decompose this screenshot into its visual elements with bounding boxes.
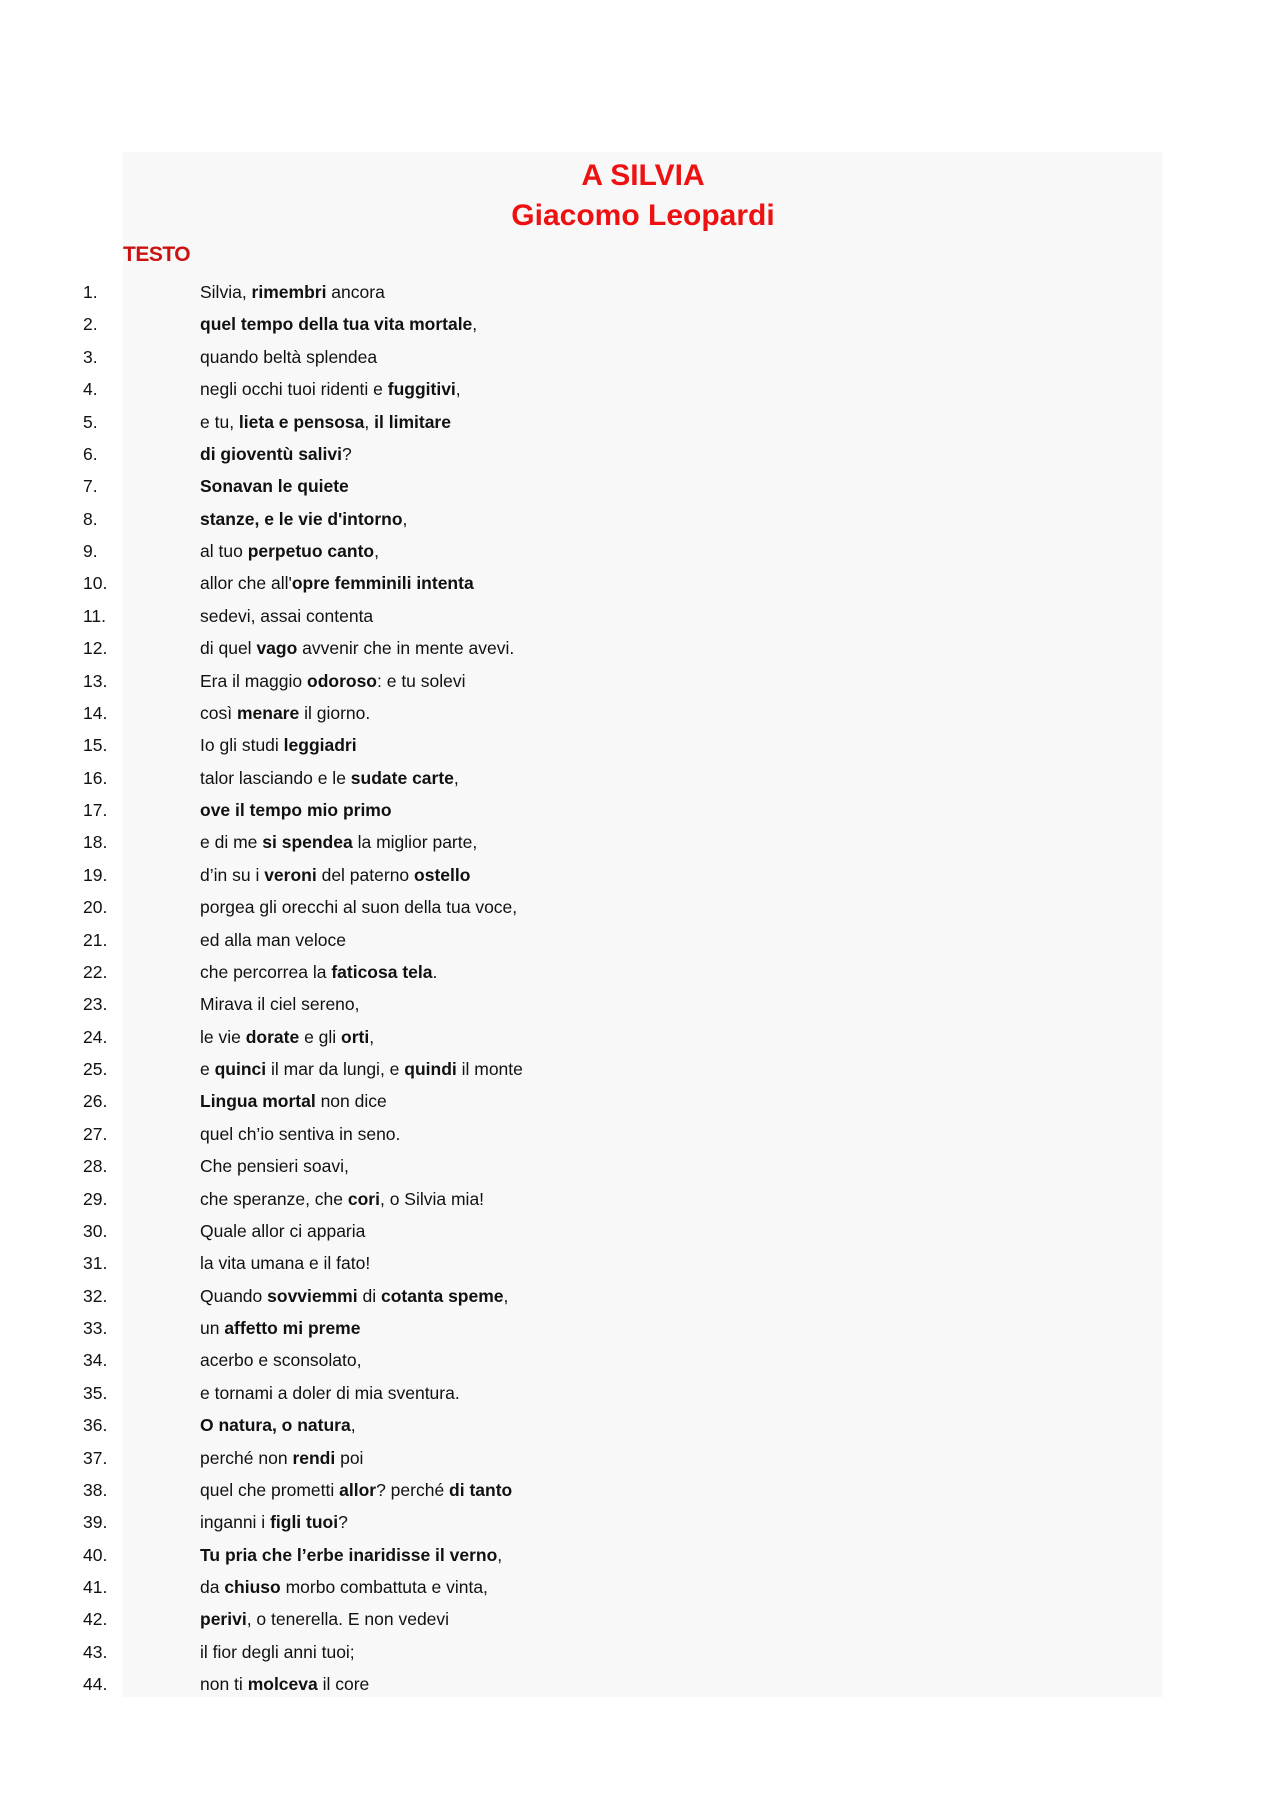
verse-number: 28. (83, 1156, 108, 1177)
verse-number: 15. (83, 735, 108, 756)
emphasized-verse-fragment: Tu pria che l’erbe inaridisse il verno (200, 1544, 498, 1565)
verse-fragment: , (402, 508, 408, 529)
verse-fragment: ? (338, 1512, 348, 1533)
verse-fragment: sedevi, assai contenta (200, 605, 374, 626)
verse-fragment: che speranze, che (200, 1188, 348, 1209)
verse-fragment: poi (335, 1447, 364, 1468)
emphasized-verse-fragment: ove il tempo mio primo (200, 800, 392, 820)
verse-fragment: , (503, 1285, 509, 1306)
verse-text (200, 1442, 363, 1474)
verse-line (0, 1539, 1280, 1571)
verse-fragment: non ti (200, 1674, 248, 1695)
verse-number: 42. (83, 1609, 108, 1630)
verse-fragment: e di me (200, 832, 263, 853)
verse-fragment: del paterno (316, 864, 415, 885)
emphasized-verse-fragment: Sonavan le quiete (200, 476, 349, 497)
emphasized-verse-fragment: sovviemmi (267, 1285, 358, 1306)
verse-text (200, 1539, 502, 1571)
verse-fragment: e tornami a doler di mia sventura. (200, 1382, 460, 1403)
verse-fragment: un (200, 1318, 225, 1338)
verse-fragment: non dice (315, 1091, 387, 1112)
verse-text (200, 1506, 348, 1538)
emphasized-verse-fragment: perivi (200, 1609, 247, 1630)
verse-fragment: inganni i (200, 1512, 271, 1533)
verse-text (200, 1021, 374, 1053)
verse-text (200, 1280, 508, 1312)
verse-number: 2. (83, 314, 98, 335)
verse-text (200, 1344, 362, 1376)
verse-number: 29. (83, 1188, 108, 1209)
verse-line (0, 470, 1280, 502)
verse-number: 12. (83, 638, 108, 659)
verse-fragment: ed alla man veloce (200, 929, 346, 950)
verse-number: 5. (83, 411, 98, 432)
document-heading (123, 156, 1163, 236)
verse-line (0, 438, 1280, 470)
verse-line (0, 1247, 1280, 1279)
verse-line (0, 535, 1280, 567)
verse-text (200, 1085, 387, 1117)
emphasized-verse-fragment: quinci (214, 1059, 267, 1079)
emphasized-verse-fragment: odoroso (307, 670, 377, 691)
verse-fragment: avvenir che in mente avevi. (297, 638, 515, 659)
verse-fragment: Era il maggio (200, 670, 307, 691)
verse-fragment: che percorrea la (200, 961, 332, 982)
verse-number: 24. (83, 1026, 108, 1047)
verse-number: 7. (83, 476, 98, 497)
verse-number: 37. (83, 1447, 108, 1468)
verse-text (200, 697, 370, 729)
emphasized-verse-fragment: rendi (292, 1447, 336, 1468)
verse-fragment: da (200, 1577, 225, 1597)
verse-text (200, 988, 360, 1020)
emphasized-verse-fragment: faticosa tela (331, 961, 433, 982)
verse-number: 9. (83, 541, 98, 561)
emphasized-verse-fragment: di tanto (449, 1479, 513, 1500)
verse-number: 34. (83, 1350, 108, 1371)
verse-text (200, 1247, 370, 1279)
verse-fragment: la vita umana e il fato! (200, 1253, 371, 1274)
verse-number: 19. (83, 864, 108, 885)
verse-text (200, 406, 451, 438)
verse-line (0, 1474, 1280, 1506)
verse-fragment: , (350, 1415, 356, 1436)
emphasized-verse-fragment: il limitare (374, 411, 451, 432)
verse-number: 41. (83, 1577, 108, 1597)
verse-text (200, 826, 477, 858)
verse-fragment: il fior degli anni tuoi; (200, 1641, 355, 1662)
emphasized-verse-fragment: stanze, e le vie d'intorno (200, 508, 403, 529)
verse-number: 25. (83, 1059, 108, 1079)
verse-line (0, 1603, 1280, 1635)
verse-line (0, 891, 1280, 923)
verse-list (0, 276, 1280, 1701)
verse-number: 22. (83, 961, 108, 982)
verse-line (0, 1409, 1280, 1441)
verse-line (0, 859, 1280, 891)
verse-line (0, 956, 1280, 988)
verse-line (0, 729, 1280, 761)
verse-line (0, 1183, 1280, 1215)
verse-text (200, 1053, 523, 1085)
verse-fragment: morbo combattuta e vinta, (280, 1577, 488, 1597)
verse-fragment: quel che prometti (200, 1479, 340, 1500)
verse-fragment: , (374, 541, 379, 561)
emphasized-verse-fragment: rimembri (251, 282, 327, 302)
verse-text (200, 438, 352, 470)
emphasized-verse-fragment: vago (256, 638, 298, 659)
verse-number: 40. (83, 1544, 108, 1565)
verse-fragment: : e tu solevi (377, 670, 466, 691)
verse-fragment: allor che all' (200, 573, 292, 594)
verse-fragment: il core (317, 1674, 370, 1695)
verse-fragment: , o tenerella. E non vedevi (246, 1609, 450, 1630)
verse-line (0, 567, 1280, 599)
verse-fragment: la miglior parte, (352, 832, 478, 853)
verse-line (0, 794, 1280, 826)
verse-number: 23. (83, 994, 108, 1015)
verse-line (0, 1571, 1280, 1603)
emphasized-verse-fragment: perpetuo canto (247, 541, 375, 561)
verse-number: 32. (83, 1285, 108, 1306)
verse-fragment: perché non (200, 1447, 293, 1468)
verse-number: 26. (83, 1091, 108, 1112)
verse-number: 11. (83, 605, 107, 626)
verse-number: 43. (83, 1641, 108, 1662)
verse-fragment: di (357, 1285, 381, 1306)
emphasized-verse-fragment: menare (236, 702, 300, 723)
verse-number: 35. (83, 1382, 108, 1403)
verse-fragment: , (497, 1544, 503, 1565)
verse-text (200, 956, 437, 988)
verse-text (200, 891, 517, 923)
emphasized-verse-fragment: allor (339, 1479, 377, 1500)
emphasized-verse-fragment: si spendea (262, 832, 353, 853)
verse-line (0, 826, 1280, 858)
verse-line (0, 1442, 1280, 1474)
verse-text (200, 632, 514, 664)
emphasized-verse-fragment: leggiadri (283, 735, 357, 756)
verse-line (0, 697, 1280, 729)
verse-line (0, 1506, 1280, 1538)
verse-fragment: il giorno. (299, 702, 371, 723)
verse-text (200, 535, 379, 567)
emphasized-verse-fragment: figli tuoi (270, 1512, 339, 1533)
emphasized-verse-fragment: cotanta speme (380, 1285, 504, 1306)
verse-line (0, 1085, 1280, 1117)
verse-fragment: d’in su i (200, 864, 265, 885)
verse-number: 13. (83, 670, 108, 691)
emphasized-verse-fragment: Lingua mortal (200, 1091, 316, 1112)
verse-text (200, 1474, 512, 1506)
verse-fragment: Mirava il ciel sereno, (200, 994, 360, 1015)
verse-number: 20. (83, 897, 108, 918)
verse-text (200, 600, 373, 632)
verse-line (0, 600, 1280, 632)
verse-fragment: ? (341, 443, 352, 464)
verse-number: 36. (83, 1415, 108, 1436)
verse-fragment: porgea gli orecchi al suon della tua voce, (200, 897, 518, 918)
verse-fragment: , (455, 379, 461, 400)
verse-fragment: Silvia, (200, 282, 252, 302)
verse-fragment: , (453, 767, 459, 788)
section-label: TESTO (123, 243, 191, 266)
verse-fragment: . (432, 961, 438, 982)
verse-line (0, 924, 1280, 956)
verse-number: 39. (83, 1512, 108, 1533)
verse-number: 38. (83, 1479, 108, 1500)
verse-number: 18. (83, 832, 108, 853)
emphasized-verse-fragment: molceva (247, 1674, 318, 1695)
emphasized-verse-fragment: di gioventù salivi (200, 443, 342, 464)
verse-line (0, 632, 1280, 664)
verse-text (200, 373, 461, 405)
verse-number: 27. (83, 1123, 108, 1144)
verse-line (0, 1668, 1280, 1700)
verse-line (0, 1636, 1280, 1668)
verse-number: 33. (83, 1318, 108, 1338)
verse-line (0, 503, 1280, 535)
verse-text (200, 1183, 484, 1215)
verse-fragment: , (364, 411, 375, 432)
verse-fragment: al tuo (200, 541, 248, 561)
verse-text (200, 794, 392, 826)
verse-number: 16. (83, 767, 108, 788)
emphasized-verse-fragment: veroni (264, 864, 317, 885)
emphasized-verse-fragment: dorate (245, 1026, 300, 1047)
verse-text (200, 567, 474, 599)
emphasized-verse-fragment: lieta e pensosa (238, 411, 365, 432)
verse-fragment: ? perché (376, 1479, 450, 1500)
verse-text (200, 729, 357, 761)
verse-fragment: quel ch’io sentiva in seno. (200, 1123, 401, 1144)
verse-number: 6. (83, 443, 98, 464)
verse-number: 10. (83, 573, 108, 594)
verse-text (200, 1409, 356, 1441)
verse-number: 3. (83, 346, 98, 367)
emphasized-verse-fragment: ostello (414, 864, 471, 885)
verse-fragment: , (472, 314, 478, 335)
verse-text (200, 503, 407, 535)
verse-line (0, 1215, 1280, 1247)
verse-fragment: ancora (326, 282, 385, 302)
verse-text (200, 1312, 360, 1344)
verse-text (200, 665, 466, 697)
verse-fragment: Che pensieri soavi, (200, 1156, 349, 1177)
verse-line (0, 762, 1280, 794)
verse-line (0, 1053, 1280, 1085)
verse-text (200, 1215, 365, 1247)
verse-line (0, 1118, 1280, 1150)
verse-fragment: , (369, 1026, 375, 1047)
verse-text (200, 308, 477, 340)
verse-text (200, 1636, 355, 1668)
emphasized-verse-fragment: affetto mi preme (224, 1318, 361, 1338)
verse-number: 14. (83, 702, 108, 723)
emphasized-verse-fragment: fuggitivi (387, 379, 456, 400)
verse-text (200, 470, 349, 502)
verse-fragment: così (200, 702, 237, 723)
verse-text (200, 1571, 488, 1603)
emphasized-verse-fragment: quel tempo della tua vita mortale (200, 314, 473, 335)
verse-fragment: le vie (200, 1026, 246, 1047)
verse-fragment: Io gli studi (200, 735, 284, 756)
verse-fragment: e tu, (200, 411, 239, 432)
verse-fragment: acerbo e sconsolato, (200, 1350, 362, 1371)
verse-line (0, 988, 1280, 1020)
emphasized-verse-fragment: O natura, o natura (200, 1415, 351, 1436)
verse-fragment: di quel (200, 638, 257, 659)
verse-text (200, 1668, 369, 1700)
verse-fragment: talor lasciando e le (200, 767, 351, 788)
verse-line (0, 1150, 1280, 1182)
verse-line (0, 373, 1280, 405)
verse-fragment: , o Silvia mia! (379, 1188, 485, 1209)
verse-fragment: e gli (299, 1026, 342, 1047)
emphasized-verse-fragment: opre femminili intenta (291, 573, 474, 594)
verse-number: 30. (83, 1220, 108, 1241)
verse-line (0, 665, 1280, 697)
verse-number: 21. (83, 929, 108, 950)
verse-line (0, 406, 1280, 438)
verse-fragment: il monte (456, 1059, 523, 1079)
verse-fragment: il mar da lungi, e (266, 1059, 405, 1079)
emphasized-verse-fragment: chiuso (224, 1577, 281, 1597)
verse-line (0, 1377, 1280, 1409)
verse-line (0, 1280, 1280, 1312)
verse-number: 31. (83, 1253, 108, 1274)
verse-text (200, 1150, 349, 1182)
verse-fragment: Quando (200, 1285, 268, 1306)
verse-text (200, 1603, 449, 1635)
verse-text (200, 924, 346, 956)
verse-fragment: Quale allor ci apparia (200, 1220, 366, 1241)
verse-text (200, 1377, 460, 1409)
verse-text (200, 1118, 400, 1150)
verse-line (0, 276, 1280, 308)
verse-line (0, 1312, 1280, 1344)
poem-title: A SILVIA (581, 159, 705, 192)
verse-text (200, 276, 385, 308)
verse-number: 4. (83, 379, 98, 400)
verse-text (200, 341, 377, 373)
verse-number: 8. (83, 508, 98, 529)
emphasized-verse-fragment: sudate carte (350, 767, 454, 788)
verse-line (0, 308, 1280, 340)
emphasized-verse-fragment: quindi (404, 1059, 457, 1079)
verse-text (200, 762, 459, 794)
verse-fragment: quando beltà splendea (200, 346, 378, 367)
emphasized-verse-fragment: orti (341, 1026, 370, 1047)
emphasized-verse-fragment: cori (347, 1188, 380, 1209)
verse-line (0, 341, 1280, 373)
verse-text (200, 859, 470, 891)
verse-line (0, 1344, 1280, 1376)
verse-number: 1. (83, 282, 98, 302)
verse-number: 44. (83, 1674, 108, 1695)
verse-number: 17. (83, 800, 108, 820)
poem-author: Giacomo Leopardi (511, 199, 775, 232)
verse-fragment: e (200, 1059, 215, 1079)
verse-fragment: negli occhi tuoi ridenti e (200, 379, 388, 400)
verse-line (0, 1021, 1280, 1053)
